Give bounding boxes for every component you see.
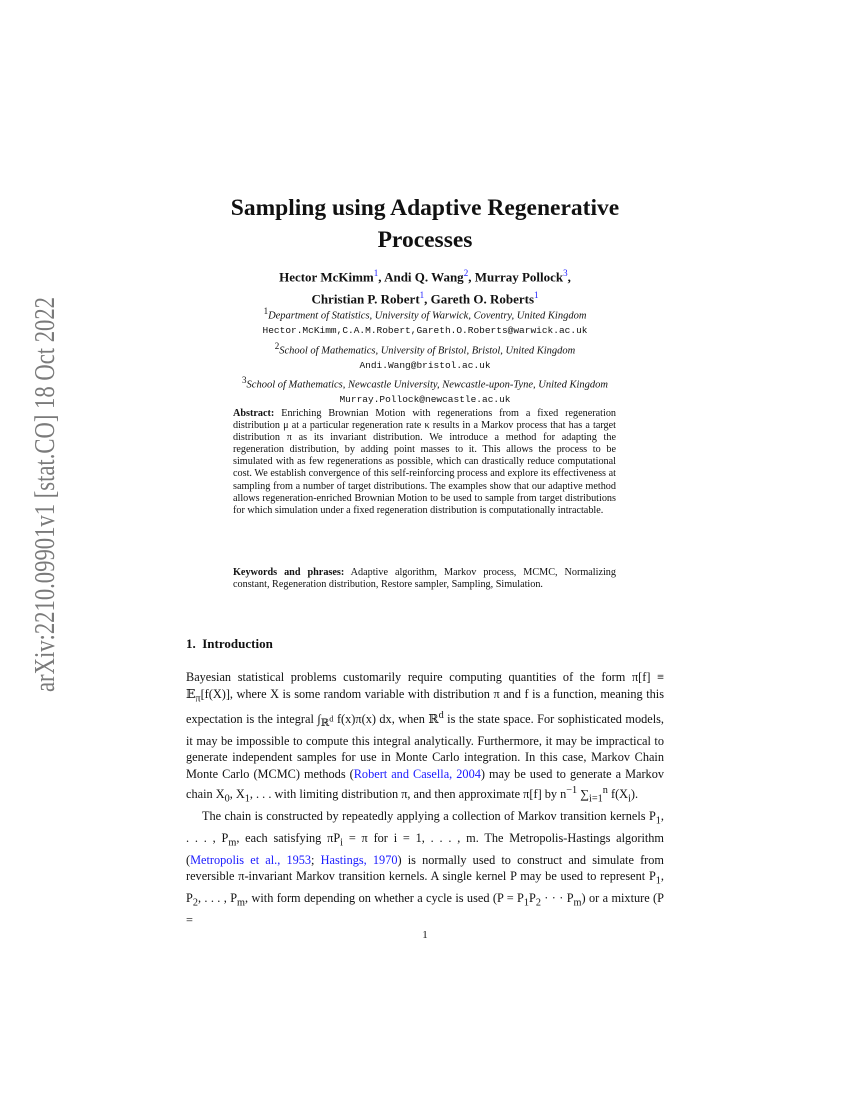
author-name: Gareth O. Roberts bbox=[430, 291, 535, 307]
section-number: 1. bbox=[186, 636, 196, 651]
paper-title bbox=[150, 192, 700, 256]
author-affiliation-link[interactable]: 2 bbox=[463, 268, 469, 278]
affiliation-number: 3 bbox=[242, 375, 247, 385]
arxiv-identifier-stamp bbox=[22, 203, 66, 692]
abstract-label: Abstract: bbox=[233, 408, 275, 419]
affiliation-email: Hector.McKimm,C.A.M.Robert,Gareth.O.Roberts@warwick.ac.uk bbox=[262, 324, 588, 336]
affiliation-email: Murray.Pollock@newcastle.ac.uk bbox=[339, 393, 511, 405]
affiliation-email: Andi.Wang@bristol.ac.uk bbox=[359, 359, 491, 371]
keywords-text: Adaptive algorithm, Markov process, MCMC, Normalizing constant, Regeneration distribution, Restore sampler, Sampling, Simulation. bbox=[233, 567, 616, 591]
author-affiliation-link[interactable]: 1 bbox=[534, 290, 539, 301]
abstract bbox=[233, 408, 616, 517]
author-name: Christian P. Robert bbox=[311, 291, 420, 307]
section-title: Introduction bbox=[202, 636, 273, 651]
section-heading-introduction bbox=[186, 636, 273, 652]
author-name: Andi Q. Wang bbox=[384, 269, 464, 285]
paragraph-2: The chain is constructed by repeatedly applying a collection of Markov transition kernels $P_1$, . . . , $P_m$, each satisfying $\pi P_i = \pi$ for i = 1, . . . , m. The Metropolis-Hastings algorithm (Metropolis et al., 1953; Hastings, 1970) is normally used to construct and simulate from reversible π-invariant Markov transition kernels. A single kernel P may be used to represent $P_1$, $P_2$, . . . , $P_m$, with form depending on whether a cycle is used ($P = P_1P_2$ · · · $P_m$) or a mixture (P = bbox=[186, 808, 664, 928]
citation-link[interactable]: Robert and Casella, 2004 bbox=[353, 766, 481, 781]
abstract-text: Enriching Brownian Motion with regenerations from a fixed regeneration distribution μ at a particular regeneration rate κ results in a Markov process that has a target distribution π as its invariant distribution. We introduce a method for adapting the regeneration distribution, by adding point masses to it. This allows the process to be simulated with as few regenerations as possible, which can drastically reduce computational cost. We establish convergence of this self-reinforcing process and explore its effectiveness at sampling from a number of target distributions. The examples show that our adaptive method allows regeneration-enriched Brownian Motion to be used to sample from target distributions for which simulation under a fixed regeneration distribution is computationally intractable. bbox=[233, 408, 617, 516]
keywords bbox=[233, 567, 616, 591]
author-line-2: Christian P. Robert$^1$, Gareth O. Roberts$^1$ bbox=[311, 290, 539, 307]
keywords-label: Keywords and phrases: bbox=[233, 567, 345, 578]
affiliation-department: School of Mathematics, University of Bristol, Bristol, United Kingdom bbox=[279, 345, 576, 357]
introduction-body bbox=[186, 669, 664, 929]
affiliation-department: Department of Statistics, University of Warwick, Coventry, United Kingdom bbox=[268, 310, 587, 322]
author-affiliation-link[interactable]: 1 bbox=[373, 268, 379, 278]
author-name: Hector McKimm bbox=[279, 269, 374, 285]
author-name: Murray Pollock bbox=[474, 269, 564, 285]
citation-link[interactable]: Metropolis et al., 1953 bbox=[190, 852, 312, 867]
affiliation-3 bbox=[150, 373, 700, 407]
affiliation-2 bbox=[150, 339, 700, 373]
citation-link[interactable]: Hastings, 1970 bbox=[320, 852, 398, 867]
affiliation-1 bbox=[150, 304, 700, 338]
affiliation-number: 1 bbox=[263, 306, 269, 316]
title-line-2: Processes bbox=[377, 227, 473, 253]
author-line-1: Hector McKimm$^1$, Andi Q. Wang$^2$, Murray Pollock$^3$, bbox=[279, 268, 571, 285]
arxiv-stamp-text: arXiv:2210.09901v1 [stat.CO] 18 Oct 2022 bbox=[30, 203, 61, 692]
title-line-1: Sampling using Adaptive Regenerative bbox=[230, 195, 620, 221]
author-list bbox=[150, 264, 700, 309]
affiliation-department: School of Mathematics, Newcastle University, Newcastle-upon-Tyne, United Kingdom bbox=[246, 379, 608, 391]
affiliation-number: 2 bbox=[274, 341, 280, 351]
page-number: 1 bbox=[422, 929, 428, 941]
paragraph-1: Bayesian statistical problems customarily require computing quantities of the form π[f] ≡ 𝔼$_\pi$[f(X)], where X is some random variable with distribution π and f is a function, meaning this expectation is the integral $\int_{ℝ^d}$ f(x)π(x) dx, when ℝ$^d$ is the state space. For sophisticated models, it may be impossible to compute this integral analytically. Furthermore, it may be impractical to generate independent samples for use in Monte Carlo integration. In this case, Markov Chain Monte Carlo (MCMC) methods (Robert and Casella, 2004) may be used to generate a Markov chain $X_0$, $X_1$, . . . with limiting distribution π, and then approximate π[f] by $n^{-1}$ $\sum_{i=1}^n$ $f(X_i)$. bbox=[186, 670, 665, 805]
author-affiliation-link[interactable]: 3 bbox=[563, 268, 568, 278]
author-affiliation-link[interactable]: 1 bbox=[419, 290, 425, 301]
